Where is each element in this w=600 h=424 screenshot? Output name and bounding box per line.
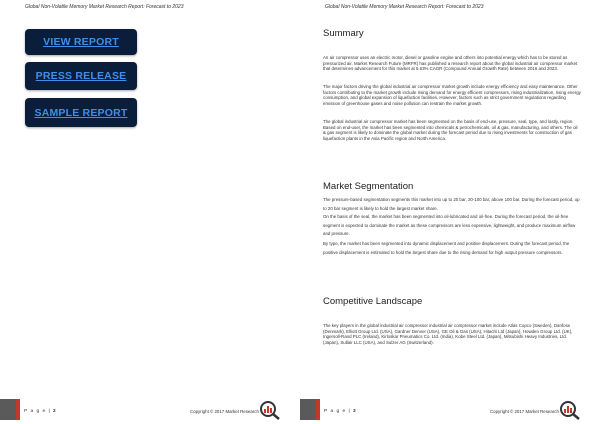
sample-report-button[interactable] (25, 98, 137, 127)
segmentation-paragraph-2: On the basis of the seal, the market has been segmented into oil-lubricated and oil-free. During the forecast period, the oil-free segment is expected to dominate the market as these compressors are less expensive, lightweight, and produce maximum airflow and pressure. (323, 214, 576, 237)
summary-heading: Summary (323, 28, 364, 39)
competitive-paragraph-1: The key players in the global industrial air compressor industrial air compressor market include Atlas Copco (Sweden), Danfoss (Denmark), Elliott Group Ltd. (USA), Gardner Denver (USA), GE Oil & Gas (USA), Hitachi Ltd (Japan), Howden Group Ltd. (UK), Ingersoll-Rand PLC (Ireland), Kirloskar Pneumatics Co. Ltd. (India), Kobe Steel Ltd. (Japan), Mitsubishi Heavy Industries, Ltd. (Japan), Sullair LLC (USA), and Sulzer AG (Switzerland). (323, 323, 573, 345)
market-segmentation-heading: Market Segmentation (323, 181, 414, 192)
summary-paragraph-2: The major factors driving the global industrial air compressor market growth include energy efficiency and easy maintenance. Other factors contributing to the market growth include rising demand for energy efficient compressors, rising industrialization, rising energy consumption, and global expansion of liquefaction facilities. However, factors such as strict government regulations regarding emission of greenhouse gases and noise pollution can restrain the market growth. (323, 84, 581, 106)
sample-report-label: SAMPLE REPORT (34, 106, 128, 119)
page-header: Global Non-Volatile Memory Market Research Report: Forecast to 2023 (25, 4, 184, 10)
footer-red-stripe (316, 399, 320, 420)
magnifier-bar-chart-logo-icon (559, 400, 581, 420)
footer-page-number (24, 409, 56, 414)
press-release-button[interactable] (25, 62, 137, 90)
footer-color-bar (300, 399, 320, 420)
footer-red-stripe (16, 399, 20, 420)
view-report-label: VIEW REPORT (43, 36, 119, 48)
magnifier-bar-chart-logo-icon (259, 400, 281, 420)
segmentation-paragraph-3: By type, the market has been segmented into dynamic displacement and positive displacement. During the forecast period, the positive displacement is estimated to hold the largest share due to the rising demand for high output pressure compressors. (323, 241, 570, 255)
page-label: P a g e | (324, 409, 354, 414)
summary-paragraph-3: The global industrial air compressor market has been segmented on the basis of end-use, pressure, seal, type, and lastly, region. Based on end-user, the market has been segmented into chemicals & petrochemicals, oil & gas, manufacturing, and others. The oil & gas segment is likely to dominate the global market during the forecast period due to rising investments for construction of gas liquefaction plants in the Asia Pacific region and North America. (323, 119, 578, 141)
segmentation-paragraph-1: The pressure-based segmentation segments this market into up to 20 bar, 20-100 bar, above 100 bar. During the forecast period, up to 20 bar segment is likely to hold the largest market share. (323, 197, 580, 211)
summary-paragraph-1: An air compressor uses an electric motor, diesel or gasoline engine and others into potential energy which has to be stored as pressurized air. Market Research Future (MRFR) has published a research report about the global industrial air compressor market that determines advancement for this market at 5.63% CAGR (Compound Annual Growth Rate) between 2016 and 2023. (323, 55, 578, 72)
footer-color-bar (0, 399, 20, 420)
footer-copyright: Copyright © 2017 Market Research (490, 409, 559, 414)
footer-copyright: Copyright © 2017 Market Research (190, 409, 259, 414)
page-label: P a g e | (24, 409, 54, 414)
page-num: 2 (53, 409, 56, 414)
footer-page-number (324, 409, 356, 414)
competitive-landscape-heading: Competitive Landscape (323, 296, 423, 307)
page-num: 3 (353, 409, 356, 414)
page-header: Global Non-Volatile Memory Market Research Report: Forecast to 2023 (325, 4, 484, 10)
press-release-label: PRESS RELEASE (35, 70, 127, 82)
document-page-3 (300, 0, 600, 424)
view-report-button[interactable] (25, 29, 137, 55)
